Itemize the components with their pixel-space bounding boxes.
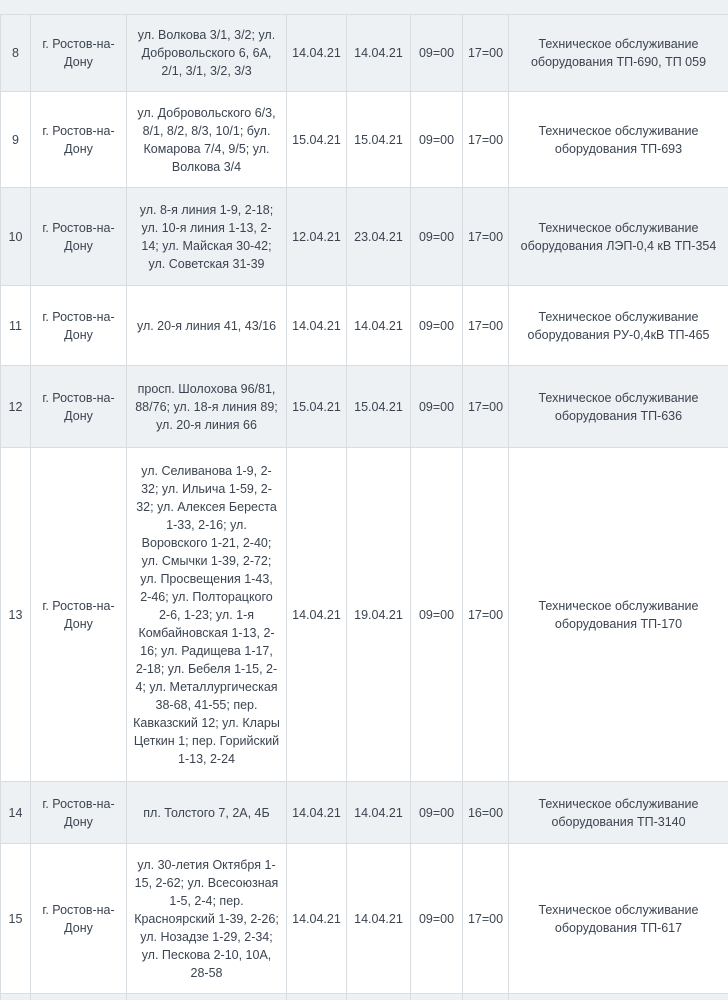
row-number: 15 [1, 844, 31, 994]
previous-row-remnant [0, 0, 728, 15]
address-cell: ул. Волкова 3/1, 3/2; ул. Добровольского 6, 6А, 2/1, 3/1, 3/2, 3/3 [127, 15, 287, 92]
end-date-cell: 14.04.21 [347, 15, 411, 92]
table-row [1, 92, 728, 188]
work-description-cell: Техническое обслуживание оборудования ТП-693 [509, 92, 728, 188]
work-description-cell: Техническое обслуживание оборудования ТП-636 [509, 366, 728, 448]
start-time-cell: 09=00 [411, 188, 463, 286]
city-cell: г. Ростов-на-Дону [31, 286, 127, 366]
start-time-cell: 09=00 [411, 92, 463, 188]
table-row [1, 782, 728, 844]
end-time-cell: 17=00 [463, 366, 509, 448]
start-time-cell: 09=00 [411, 844, 463, 994]
end-date-cell: 14.04.21 [347, 286, 411, 366]
table-row [1, 844, 728, 994]
start-date-cell: 14.04.21 [287, 782, 347, 844]
end-time-cell: 17=00 [463, 92, 509, 188]
address-cell: ул. 20-я линия 41, 43/16 [127, 286, 287, 366]
start-time-cell: 09=00 [411, 782, 463, 844]
row-number: 10 [1, 188, 31, 286]
start-date-cell: 14.04.21 [287, 15, 347, 92]
work-description-cell: Техническое обслуживание оборудования ТП-170 [509, 448, 728, 782]
city-cell: г. Ростов-на-Дону [31, 188, 127, 286]
row-number: 13 [1, 448, 31, 782]
start-date-cell: 14.04.21 [287, 286, 347, 366]
end-date-cell: 19.04.21 [347, 448, 411, 782]
city-cell: г. Ростов-на-Дону [31, 844, 127, 994]
row-number: 9 [1, 92, 31, 188]
row-number: 11 [1, 286, 31, 366]
work-description-cell: Техническое обслуживание оборудования ТП-617 [509, 844, 728, 994]
outage-schedule-table [0, 14, 728, 1000]
table-row [1, 188, 728, 286]
work-description-cell: Техническое обслуживание оборудования ТП-690, ТП 059 [509, 15, 728, 92]
start-time-cell: 09=00 [411, 15, 463, 92]
end-date-cell: 14.04.21 [347, 844, 411, 994]
end-date-cell: 15.04.21 [347, 92, 411, 188]
row-number: 8 [1, 15, 31, 92]
table-row [1, 286, 728, 366]
work-description-cell: Техническое обслуживание оборудования ЛЭП-0,4 кВ ТП-354 [509, 188, 728, 286]
end-time-cell: 17=00 [463, 286, 509, 366]
start-date-cell: 15.04.21 [287, 366, 347, 448]
start-date-cell: 14.04.21 [287, 844, 347, 994]
start-date-cell: 14.04.21 [287, 448, 347, 782]
city-cell: г. Ростов-на-Дону [31, 15, 127, 92]
city-cell: г. Ростов-на-Дону [31, 448, 127, 782]
work-description-cell: Техническое обслуживание оборудования РУ-0,4кВ ТП-465 [509, 286, 728, 366]
end-date-cell: 23.04.21 [347, 188, 411, 286]
address-cell: ул. Добровольского 6/3, 8/1, 8/2, 8/3, 10/1; бул. Комарова 7/4, 9/5; ул. Волкова 3/4 [127, 92, 287, 188]
address-cell: ул. 8-я линия 1-9, 2-18; ул. 10-я линия 1-13, 2-14; ул. Майская 30-42; ул. Советская 31-39 [127, 188, 287, 286]
end-time-cell: 17=00 [463, 448, 509, 782]
city-cell: г. Ростов-на-Дону [31, 782, 127, 844]
end-time-cell: 17=00 [463, 844, 509, 994]
start-time-cell: 09=00 [411, 286, 463, 366]
address-cell: ул. 30-летия Октября 1-15, 2-62; ул. Всесоюзная 1-5, 2-4; пер. Красноярский 1-39, 2-26; ул. Нозадзе 1-29, 2-34; ул. Пескова 2-10, 10А, 28-58 [127, 844, 287, 994]
city-cell: г. Ростов-на-Дону [31, 366, 127, 448]
table-row [1, 366, 728, 448]
end-time-cell: 17=00 [463, 188, 509, 286]
row-number: 14 [1, 782, 31, 844]
address-cell: просп. Шолохова 96/81, 88/76; ул. 18-я линия 89; ул. 20-я линия 66 [127, 366, 287, 448]
end-date-cell: 15.04.21 [347, 366, 411, 448]
city-cell: г. Ростов-на-Дону [31, 92, 127, 188]
address-cell: пл. Толстого 7, 2А, 4Б [127, 782, 287, 844]
start-time-cell: 09=00 [411, 448, 463, 782]
row-number: 12 [1, 366, 31, 448]
next-row-remnant [1, 994, 728, 1000]
start-time-cell: 09=00 [411, 366, 463, 448]
start-date-cell: 15.04.21 [287, 92, 347, 188]
work-description-cell: Техническое обслуживание оборудования ТП-3140 [509, 782, 728, 844]
end-time-cell: 16=00 [463, 782, 509, 844]
start-date-cell: 12.04.21 [287, 188, 347, 286]
table-row [1, 448, 728, 782]
table-row [1, 15, 728, 92]
end-time-cell: 17=00 [463, 15, 509, 92]
address-cell: ул. Селиванова 1-9, 2-32; ул. Ильича 1-59, 2-32; ул. Алексея Береста 1-33, 2-16; ул. Воровского 1-21, 2-40; ул. Смычки 1-39, 2-72; ул. Просвещения 1-43, 2-46; ул. Полторацкого 2-6, 1-23; ул. 1-я Комбайновская 1-13, 2-16; ул. Радищева 1-17, 2-18; ул. Бебеля 1-15, 2-4; ул. Металлургическая 38-68, 41-55; пер. Кавказский 12; ул. Клары Цеткин 1; пер. Горийский 1-13, 2-24 [127, 448, 287, 782]
end-date-cell: 14.04.21 [347, 782, 411, 844]
